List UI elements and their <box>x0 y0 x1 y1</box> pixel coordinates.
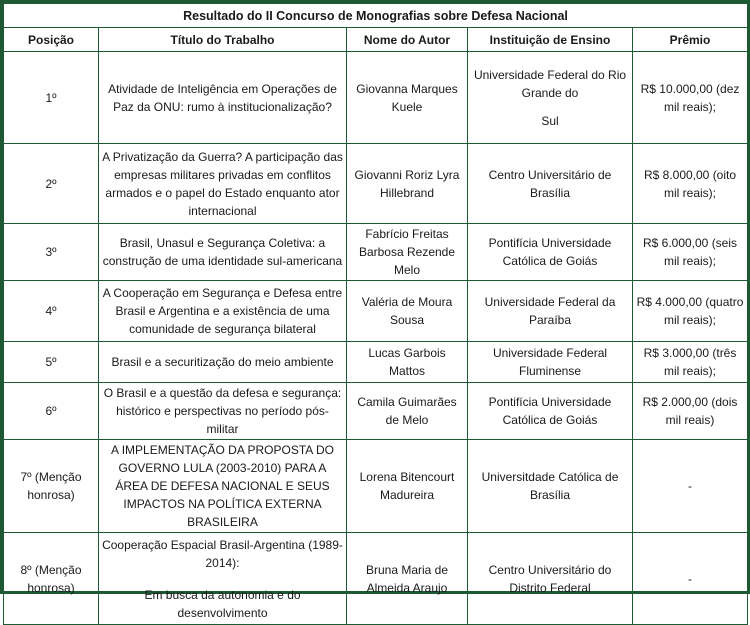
prize-cell: - <box>633 440 748 533</box>
title-line: Cooperação Espacial Brasil-Argentina (1989-2014): <box>102 537 343 570</box>
institution-cell: Pontifícia Universidade Católica de Goiás <box>468 224 633 281</box>
table-row <box>4 342 748 383</box>
position-cell: 6º <box>4 383 99 440</box>
results-table <box>3 3 748 625</box>
author-cell: Camila Guimarães de Melo <box>347 383 468 440</box>
institution-cell <box>468 52 633 144</box>
position-cell: 1º <box>4 52 99 144</box>
title-cell: Brasil e a securitização do meio ambiente <box>99 342 347 383</box>
table-title: Resultado do II Concurso de Monografias sobre Defesa Nacional <box>4 4 748 28</box>
institution-cell: Universidade Federal da Paraíba <box>468 281 633 342</box>
title-line: Em busca da autonomia e do desenvolvimento <box>144 587 301 620</box>
position-cell: 5º <box>4 342 99 383</box>
header-institution: Instituição de Ensino <box>468 28 633 52</box>
header-position: Posição <box>4 28 99 52</box>
prize-cell: R$ 10.000,00 (dez mil reais); <box>633 52 748 144</box>
title-cell: Atividade de Inteligência em Operações de Paz da ONU: rumo à institucionalização? <box>99 52 347 144</box>
table-row <box>4 383 748 440</box>
table-title-row <box>4 4 748 28</box>
institution-line: Grande do <box>521 85 579 100</box>
position-cell: 2º <box>4 144 99 224</box>
position-cell: 7º (Menção honrosa) <box>4 440 99 533</box>
institution-cell: Pontifícia Universidade Católica de Goiás <box>468 383 633 440</box>
institution-cell: Centro Universitário do Distrito Federal <box>468 533 633 625</box>
title-cell: A Privatização da Guerra? A participação das empresas militares privadas em conflitos armados e o papel do Estado enquanto ator internacional <box>99 144 347 224</box>
institution-cell: Universidade Federal Fluminense <box>468 342 633 383</box>
title-cell: A IMPLEMENTAÇÃO DA PROPOSTA DO GOVERNO LULA (2003-2010) PARA A ÁREA DE DEFESA NACIONAL E SEUS IMPACTOS NA POLÍTICA EXTERNA BRASILEIRA <box>99 440 347 533</box>
author-cell: Giovanni Roriz Lyra Hillebrand <box>347 144 468 224</box>
prize-cell: R$ 8.000,00 (oito mil reais); <box>633 144 748 224</box>
author-cell: Valéria de Moura Sousa <box>347 281 468 342</box>
institution-line: Universidade Federal do Rio <box>473 67 627 82</box>
title-cell: O Brasil e a questão da defesa e segurança: histórico e perspectivas no período pós-militar <box>99 383 347 440</box>
table-row <box>4 52 748 144</box>
position-cell: 4º <box>4 281 99 342</box>
header-prize: Prêmio <box>633 28 748 52</box>
prize-cell: R$ 2.000,00 (dois mil reais) <box>633 383 748 440</box>
prize-cell: R$ 6.000,00 (seis mil reais); <box>633 224 748 281</box>
title-cell: Brasil, Unasul e Segurança Coletiva: a construção de uma identidade sul-americana <box>99 224 347 281</box>
prize-cell: R$ 3.000,00 (três mil reais); <box>633 342 748 383</box>
title-cell <box>99 533 347 625</box>
table-row <box>4 281 748 342</box>
author-cell: Bruna Maria de Almeida Araujo <box>347 533 468 625</box>
author-cell: Fabrício Freitas Barbosa Rezende Melo <box>347 224 468 281</box>
prize-cell: - <box>633 533 748 625</box>
author-cell: Lucas Garbois Mattos <box>347 342 468 383</box>
author-cell: Giovanna Marques Kuele <box>347 52 468 144</box>
position-cell: 8º (Menção honrosa) <box>4 533 99 625</box>
table-row <box>4 144 748 224</box>
table-row <box>4 224 748 281</box>
institution-line: Sul <box>541 113 559 128</box>
institution-cell: Centro Universitário de Brasília <box>468 144 633 224</box>
author-cell: Lorena Bitencourt Madureira <box>347 440 468 533</box>
institution-cell: Universitdade Católica de Brasília <box>468 440 633 533</box>
header-author: Nome do Autor <box>347 28 468 52</box>
prize-cell: R$ 4.000,00 (quatro mil reais); <box>633 281 748 342</box>
table-row <box>4 440 748 533</box>
position-cell: 3º <box>4 224 99 281</box>
title-cell: A Cooperação em Segurança e Defesa entre Brasil e Argentina e a existência de uma comunidade de segurança bilateral <box>99 281 347 342</box>
table-row <box>4 533 748 625</box>
table-header-row <box>4 28 748 52</box>
header-title: Título do Trabalho <box>99 28 347 52</box>
